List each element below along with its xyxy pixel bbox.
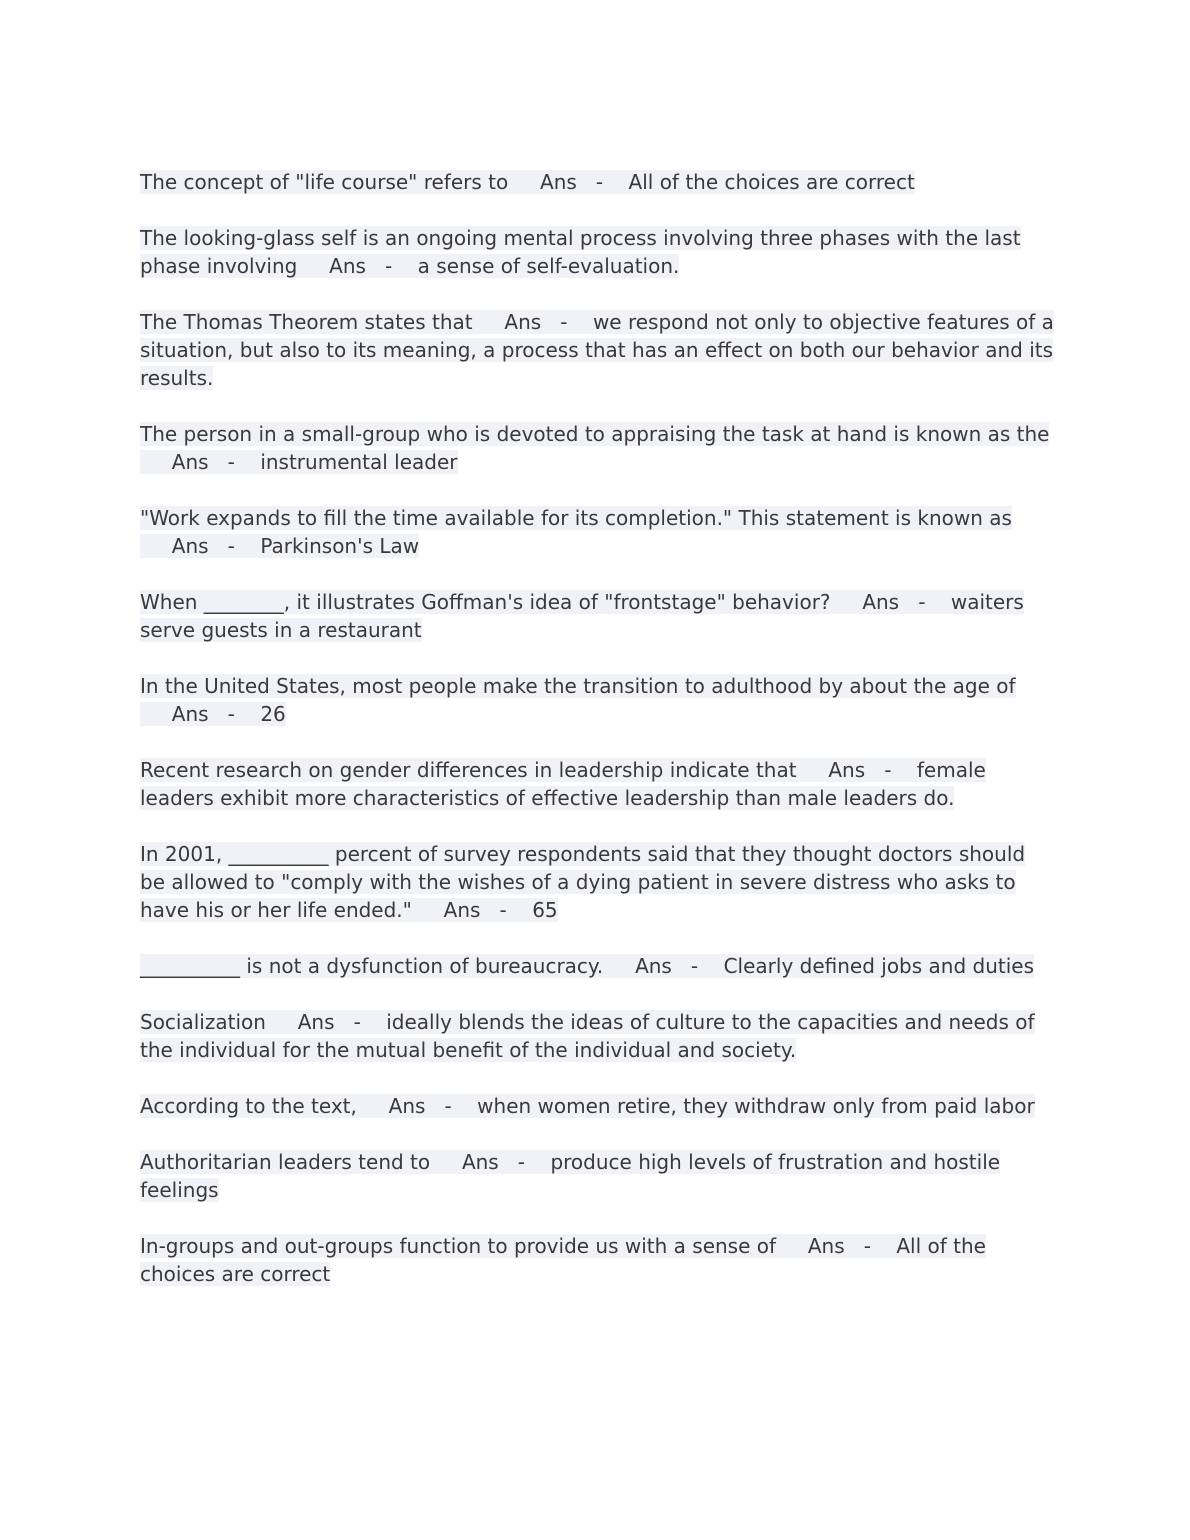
ans-dash: - [560, 310, 568, 334]
question-text: The person in a small-group who is devoted to appraising the task at hand is known as the [140, 422, 1050, 446]
qa-item [140, 224, 1055, 280]
answer-text: Clearly defined jobs and duties [723, 954, 1035, 978]
answer-text: produce high levels of frustration and hostile feelings [140, 1150, 1001, 1202]
qa-item [140, 504, 1055, 560]
ans-label: Ans [461, 1150, 499, 1174]
qa-item [140, 952, 1055, 980]
ans-label: Ans [635, 954, 672, 978]
ans-label: Ans [329, 254, 366, 278]
answer-text: we respond not only to objective features of a situation, but also to its meaning, a process that has an effect on both our behavior and its results. [140, 310, 1054, 390]
ans-label: Ans [171, 534, 209, 558]
qa-item [140, 1148, 1055, 1204]
ans-dash: - [227, 702, 235, 726]
answer-text: Parkinson's Law [260, 534, 420, 558]
question-text: In-groups and out-groups function to provide us with a sense of [140, 1234, 777, 1258]
qa-item [140, 756, 1055, 812]
qa-item [140, 672, 1055, 728]
question-text: The looking-glass self is an ongoing mental process involving three phases with the last phase involving [140, 226, 1021, 278]
answer-text: 65 [532, 898, 558, 922]
answer-text: All of the choices are correct [628, 170, 915, 194]
answer-text: instrumental leader [260, 450, 458, 474]
question-text: According to the text, [140, 1094, 357, 1118]
qa-item [140, 308, 1055, 392]
ans-dash: - [918, 590, 926, 614]
question-text: The Thomas Theorem states that [140, 310, 473, 334]
ans-dash: - [884, 758, 892, 782]
ans-dash: - [227, 534, 235, 558]
question-text: "Work expands to fill the time available for its completion." This statement is known as [140, 506, 1012, 530]
ans-dash: - [353, 1010, 361, 1034]
ans-label: Ans [171, 450, 209, 474]
qa-item [140, 1092, 1055, 1120]
question-text: The concept of "life course" refers to [140, 170, 509, 194]
ans-dash: - [499, 898, 507, 922]
ans-dash: - [690, 954, 699, 978]
ans-label: Ans [504, 310, 542, 334]
ans-dash: - [385, 254, 393, 278]
question-text: Authoritarian leaders tend to [140, 1150, 431, 1174]
question-text: When ________, it illustrates Goffman's idea of "frontstage" behavior? [140, 590, 831, 614]
qa-item [140, 1008, 1055, 1064]
qa-item [140, 168, 1055, 196]
answer-text: waiters serve guests in a restaurant [140, 590, 1024, 642]
ans-label: Ans [540, 170, 577, 194]
ans-dash: - [517, 1150, 526, 1174]
ans-label: Ans [443, 898, 481, 922]
ans-dash: - [595, 170, 604, 194]
ans-label: Ans [171, 702, 209, 726]
answer-text: 26 [260, 702, 286, 726]
ans-label: Ans [862, 590, 900, 614]
answer-text: a sense of self-evaluation. [417, 254, 680, 278]
document-page [140, 168, 1055, 1316]
ans-label: Ans [297, 1010, 335, 1034]
ans-dash: - [863, 1234, 871, 1258]
qa-item [140, 840, 1055, 924]
qa-item [140, 1232, 1055, 1288]
question-text: In the United States, most people make the transition to adulthood by about the age of [140, 674, 1016, 698]
qa-item [140, 420, 1055, 476]
ans-dash: - [444, 1094, 452, 1118]
answer-text: when women retire, they withdraw only from paid labor [477, 1094, 1035, 1118]
answer-text: female leaders exhibit more characteristics of effective leadership than male leaders do. [140, 758, 986, 810]
question-text: In 2001, __________ percent of survey respondents said that they thought doctors should be allowed to "comply with the wishes of a dying patient in severe distress who asks to have his or her life ended." [140, 842, 1026, 922]
ans-label: Ans [828, 758, 866, 782]
ans-label: Ans [388, 1094, 426, 1118]
qa-item [140, 588, 1055, 644]
answer-text: ideally blends the ideas of culture to the capacities and needs of the individual for the mutual benefit of the individual and society. [140, 1010, 1035, 1062]
ans-label: Ans [807, 1234, 845, 1258]
ans-dash: - [227, 450, 235, 474]
question-text: Socialization [140, 1010, 266, 1034]
question-text: Recent research on gender differences in leadership indicate that [140, 758, 797, 782]
answer-text: All of the choices are correct [140, 1234, 986, 1286]
question-text: __________ is not a dysfunction of bureaucracy. [140, 954, 604, 978]
